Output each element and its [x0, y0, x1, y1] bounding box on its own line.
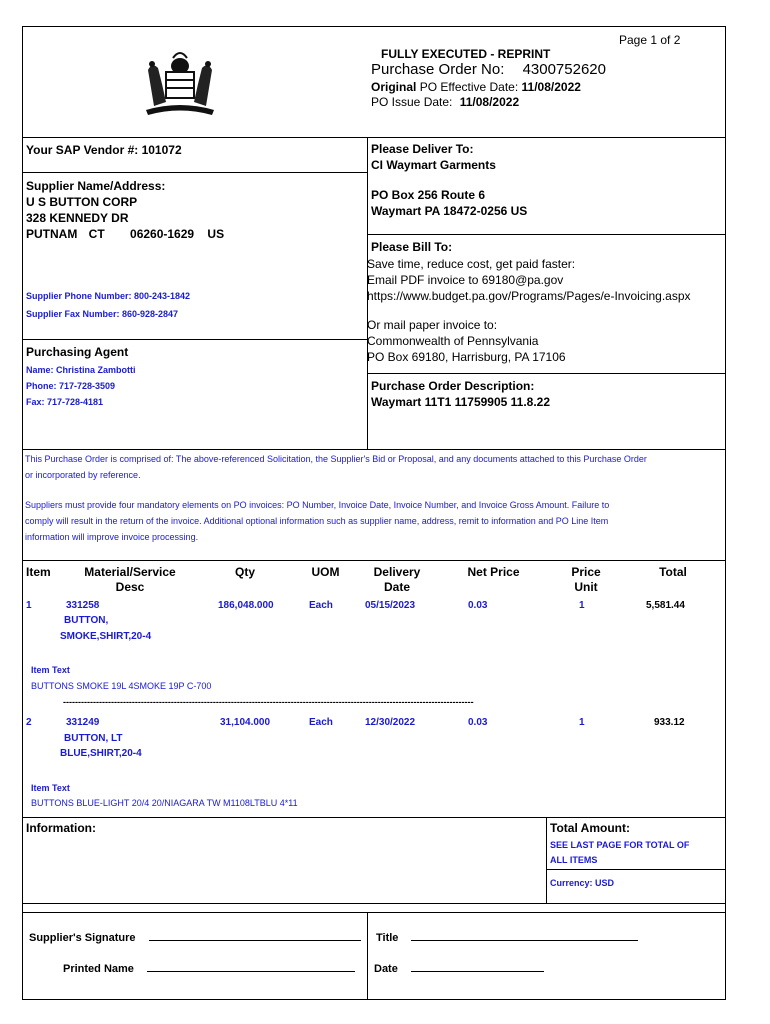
col-net-price: Net Price [467, 565, 520, 579]
supplier-city: PUTNAM [26, 227, 78, 241]
supplier-signature-line[interactable] [149, 930, 361, 941]
supplier-country: US [207, 227, 225, 241]
supplier-signature-field[interactable] [29, 930, 361, 944]
notice-invoice [25, 497, 725, 545]
row-date: 12/30/2022 [365, 717, 416, 728]
agent-label: Purchasing Agent [26, 345, 129, 359]
po-description-label: Purchase Order Description: [371, 379, 535, 393]
supplier-state: CT [88, 227, 105, 241]
row-desc: BUTTON, LT [64, 733, 123, 744]
total-note [550, 838, 689, 868]
row-total: 933.12 [654, 717, 685, 728]
printed-name-field[interactable] [63, 961, 355, 975]
bill-instructions [367, 256, 691, 304]
total-amount-label: Total Amount: [550, 821, 630, 835]
col-material-2: Desc [115, 580, 145, 594]
total-note-line: SEE LAST PAGE FOR TOTAL OF [550, 840, 690, 850]
issue-date: 11/08/2022 [459, 95, 520, 109]
bill-mail-line: PO Box 69180, Harrisburg, PA 17106 [367, 350, 566, 364]
col-material-1: Material/Service [84, 565, 176, 579]
supplier-fax: Supplier Fax Number: 860-928-2847 [26, 309, 179, 319]
bill-line: Email PDF invoice to 69180@pa.gov [367, 273, 564, 287]
po-number-line [371, 61, 606, 78]
deliver-name: CI Waymart Garments [371, 158, 496, 172]
supplier-name-label: Supplier Name/Address: [26, 179, 166, 193]
supplier-city-line [26, 226, 224, 242]
item-text: BUTTONS BLUE-LIGHT 20/4 20/NIAGARA TW M1108LTBLU 4*11 [31, 798, 298, 808]
po-status: FULLY EXECUTED - REPRINT [381, 47, 551, 61]
bill-mail [367, 317, 566, 365]
row-separator: ----------------------------------------------------------------------------------------------------------------------------------------- [63, 697, 474, 707]
effective-prefix: Original [371, 80, 417, 94]
deliver-address [371, 187, 527, 219]
notice-terms [25, 451, 725, 483]
table-row [0, 600, 770, 650]
agent-fax: Fax: 717-728-4181 [26, 397, 104, 407]
row-item: 2 [26, 717, 32, 728]
date-line[interactable] [411, 961, 544, 972]
row-desc: BLUE,SHIRT,20-4 [60, 748, 142, 759]
row-total: 5,581.44 [646, 600, 685, 611]
effective-label: PO Effective Date: [419, 80, 519, 94]
row-unit: 1 [579, 717, 585, 728]
notice-line: Suppliers must provide four mandatory elements on PO invoices: PO Number, Invoice Date, Invoice Number, and Invoice Gross Amount. Failure to [25, 500, 610, 510]
po-number: 4300752620 [522, 61, 606, 78]
row-uom: Each [309, 717, 333, 728]
po-description-value: Waymart 11T1 11759905 11.8.22 [371, 395, 551, 409]
row-date: 05/15/2023 [365, 600, 416, 611]
po-description [371, 378, 550, 410]
po-number-label: Purchase Order No: [371, 61, 505, 78]
deliver-address-2: Waymart PA 18472-0256 US [371, 204, 528, 218]
agent-info [26, 362, 136, 410]
supplier-zip: 06260-1629 [130, 227, 195, 241]
row-qty: 31,104.000 [220, 717, 271, 728]
title-field[interactable] [376, 930, 638, 944]
supplier-address [26, 178, 224, 242]
deliver-to [371, 141, 496, 173]
row-material: 331249 [66, 717, 100, 728]
agent-name: Name: Christina Zambotti [26, 365, 136, 375]
row-desc: BUTTON, [64, 615, 109, 626]
notice-line: comply will result in the return of the invoice. Additional optional information such as supplier name, address, remit to information and PO Line Item [25, 516, 609, 526]
currency: Currency: USD [550, 878, 615, 888]
page-number: Page 1 of 2 [619, 33, 681, 47]
row-uom: Each [309, 600, 333, 611]
notice-line: This Purchase Order is comprised of: The above-referenced Solicitation, the Supplier's Bid or Proposal, and any documents attached to this Purchase Order [25, 454, 647, 464]
item-text: BUTTONS SMOKE 19L 4SMOKE 19P C-700 [31, 681, 212, 691]
row-material: 331258 [66, 600, 100, 611]
row-item: 1 [26, 600, 32, 611]
supplier-signature-label: Supplier's Signature [29, 932, 136, 944]
row-desc: SMOKE,SHIRT,20-4 [60, 631, 152, 642]
date-label: Date [374, 963, 398, 975]
sap-vendor: Your SAP Vendor #: 101072 [26, 143, 182, 157]
col-price-1: Price [571, 565, 601, 579]
printed-name-line[interactable] [147, 961, 355, 972]
notice-line: or incorporated by reference. [25, 470, 141, 480]
row-unit: 1 [579, 600, 585, 611]
table-row [0, 717, 770, 767]
col-qty: Qty [234, 565, 255, 579]
effective-date-line [371, 80, 581, 94]
total-note-line: ALL ITEMS [550, 855, 598, 865]
supplier-name: U S BUTTON CORP [26, 195, 138, 209]
row-qty: 186,048.000 [218, 600, 274, 611]
title-label: Title [376, 932, 399, 944]
col-delivery-2: Date [383, 580, 410, 594]
bill-label: Please Bill To: [371, 240, 453, 254]
title-line[interactable] [411, 930, 638, 941]
printed-name-label: Printed Name [63, 963, 134, 975]
information-label: Information: [26, 821, 96, 835]
date-field[interactable] [374, 961, 544, 975]
col-total: Total [659, 565, 687, 579]
agent-phone: Phone: 717-728-3509 [26, 381, 116, 391]
supplier-street: 328 KENNEDY DR [26, 211, 129, 225]
issue-label: PO Issue Date: [371, 95, 453, 109]
bill-mail-line: Commonwealth of Pennsylvania [367, 334, 539, 348]
bill-line: Save time, reduce cost, get paid faster: [367, 257, 576, 271]
supplier-phone: Supplier Phone Number: 800-243-1842 [26, 291, 191, 301]
item-text-label: Item Text [31, 665, 70, 675]
effective-date: 11/08/2022 [521, 80, 581, 94]
row-net: 0.03 [468, 717, 488, 728]
col-price-2: Unit [574, 580, 598, 594]
col-uom: UOM [311, 565, 340, 579]
deliver-address-1: PO Box 256 Route 6 [371, 188, 486, 202]
row-net: 0.03 [468, 600, 488, 611]
bill-line: https://www.budget.pa.gov/Programs/Pages/e-Invoicing.aspx [367, 289, 691, 303]
col-price-unit [556, 565, 616, 595]
notice-line: information will improve invoice processing. [25, 532, 199, 542]
col-delivery-1: Delivery [373, 565, 421, 579]
col-item: Item [26, 565, 51, 579]
item-text-label: Item Text [31, 783, 70, 793]
bill-mail-line: Or mail paper invoice to: [367, 318, 498, 332]
col-material [70, 565, 190, 595]
deliver-label: Please Deliver To: [371, 142, 474, 156]
col-delivery [362, 565, 432, 595]
seal-icon [140, 44, 220, 118]
issue-date-line [371, 95, 519, 109]
